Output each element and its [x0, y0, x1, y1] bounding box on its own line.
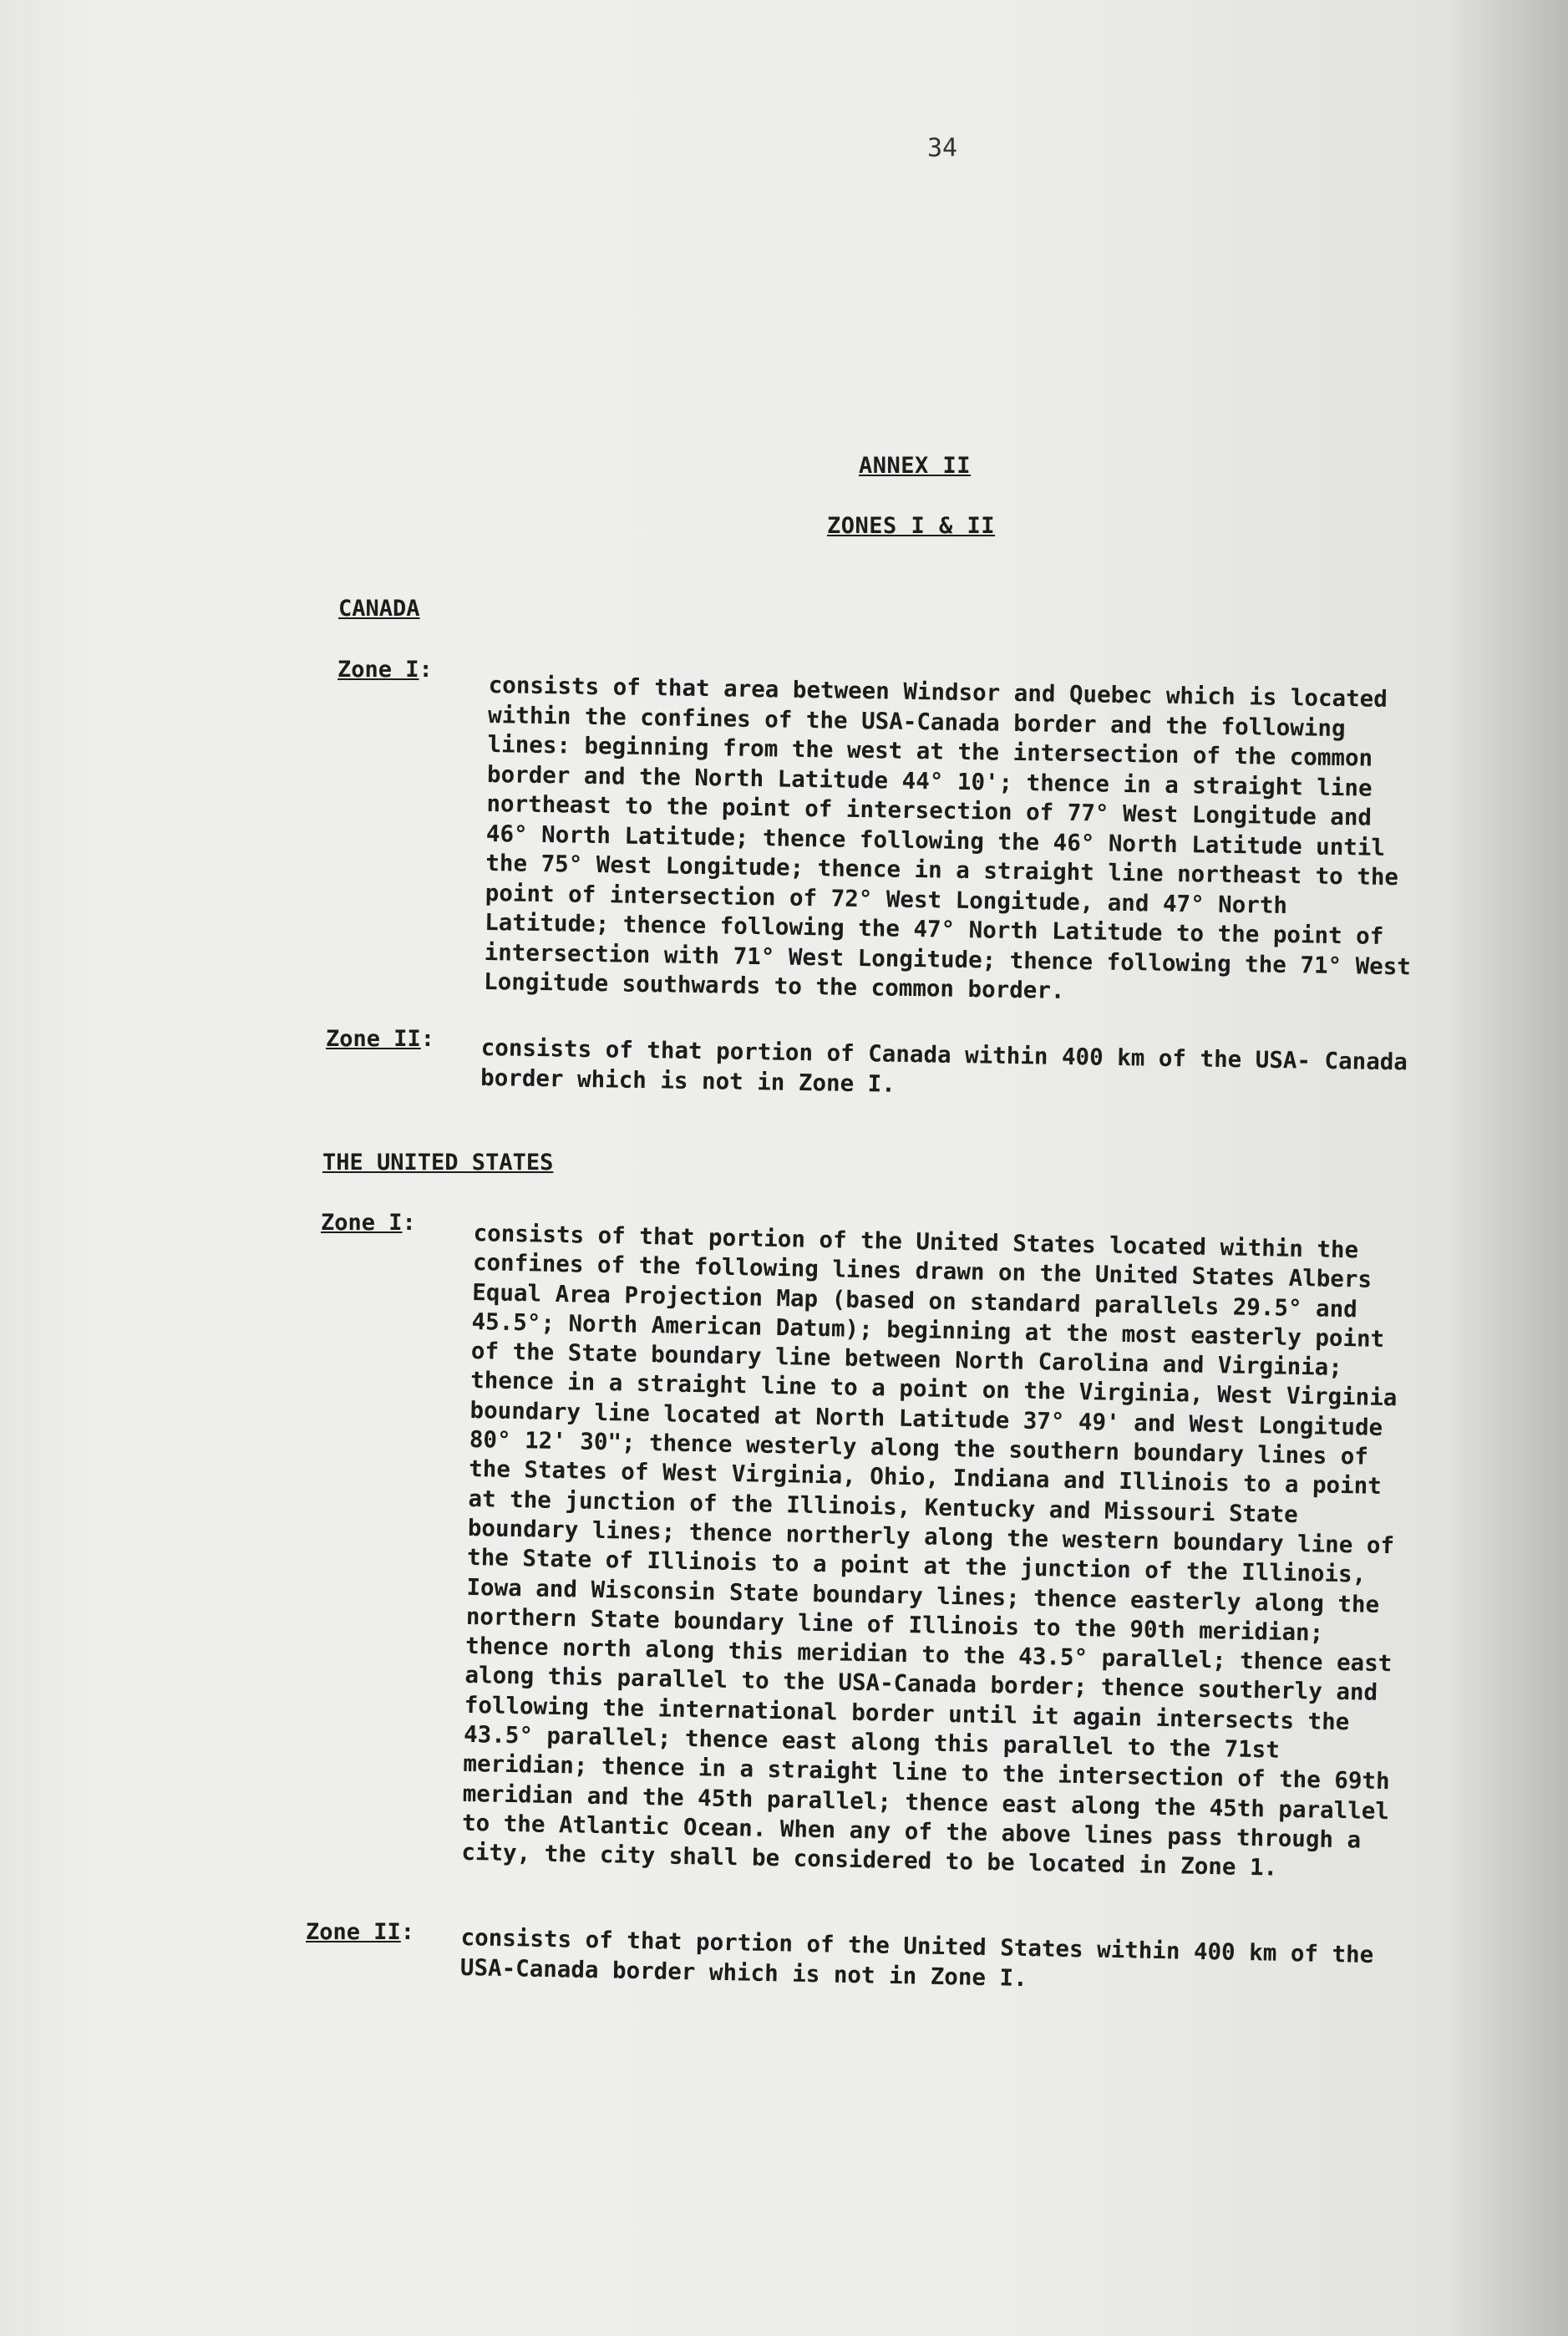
canada-heading: CANADA [338, 596, 420, 622]
canada-zone2-label-text: Zone II [326, 1026, 421, 1052]
annex-title: ANNEX II [859, 453, 972, 479]
us-heading: THE UNITED STATES [322, 1150, 554, 1176]
canada-zone1-text: consists of that area between Windsor and Quebec which is located within the confines of the USA-Canada border and the following lines: beginning from the west at the intersection of the common border and the North Latitude 44° 10'; thence in a straight line northeast to the point of intersection of 77° West Longitude and 46° North Latitude; thence following the 46° North Latitude until the 75° West Longitude; thence in a straight line northeast to the point of intersection of 72° West Longitude, and 47° North Latitude; thence following the 47° North Latitude to the point of intersection with 71° West Longitude; thence following the 71° West Longitude southwards to the common border. [483, 671, 1412, 1004]
canada-zone1-label-text: Zone I [337, 657, 419, 683]
us-zone1-label-text: Zone I [321, 1210, 403, 1236]
zones-title: ZONES I & II [827, 513, 996, 539]
us-zone1-label: Zone I: [321, 1210, 416, 1236]
canada-zone1-label: Zone I: [337, 657, 433, 683]
us-zone1-text: consists of that portion of the United States located within the confines of the following lines drawn on the United States Albers Equal Area Projection Map (based on standard parallels 29.5° and 45.5°; North American Datum); beginning at the most easterly point of the State boundary line between North Carolina and Virginia; thence in a straight line to a point on the Virginia, West Virginia boundary line located at North Latitude 37° 49' and West Longitude 80° 12' 30"; thence westerly along the southern boundary lines of the States of West Virginia, Ohio, Indiana and Illinois to a point at the junction of the Illinois, Kentucky and Missouri State boundary lines; thence northerly along the western boundary line of the State of Illinois to a point at the junction of the Illinois, Iowa and Wisconsin State boundary lines; thence easterly along the northern State boundary line of Illinois to the 90th meridian; thence north along this meridian to the 43.5° parallel; thence east along this parallel to the USA-Canada border; thence southerly and following the international border until it again intersects the 43.5° parallel; thence east along this parallel to the 71st meridian; thence in a straight line to the intersection of the 69th meridian and the 45th parallel; thence east along the 45th parallel to the Atlantic Ocean. When any of the above lines pass through a city, the city shall be considered to be located in Zone 1. [461, 1219, 1398, 1881]
us-zone2-label: Zone II: [306, 1919, 415, 1945]
us-zone2-label-text: Zone II [306, 1919, 401, 1945]
us-zone2-text: consists of that portion of the United States within 400 km of the USA-Canada border which is not in Zone I. [459, 1923, 1374, 1992]
page-number: 34 [927, 134, 958, 163]
canada-zone2-text: consists of that portion of Canada within 400 km of the USA- Canada border which is not in Zone I. [480, 1033, 1408, 1098]
canada-zone2-label: Zone II: [326, 1026, 435, 1052]
